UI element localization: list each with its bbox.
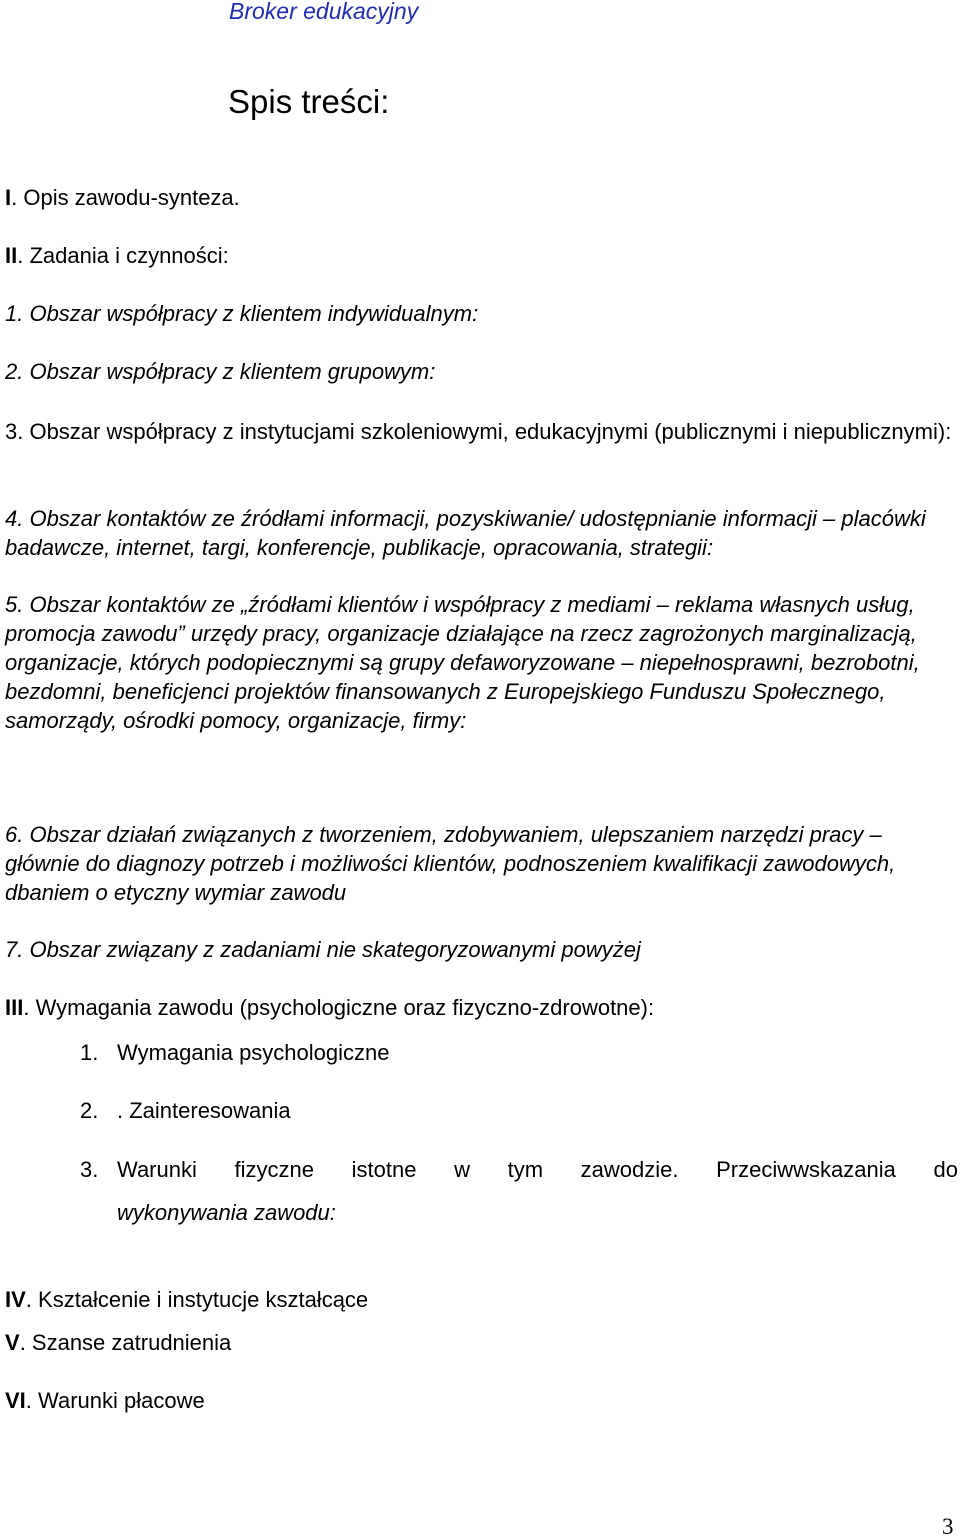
section-label: . Zadania i czynności:	[17, 243, 229, 268]
document-header: Broker edukacyjny	[229, 0, 419, 24]
section-label: . Kształcenie i instytucje kształcące	[25, 1287, 369, 1312]
section-label: . Szanse zatrudnienia	[19, 1330, 232, 1355]
requirement-item-3	[80, 1148, 958, 1234]
item-3-second-line: wykonywania zawodu:	[117, 1200, 336, 1225]
section-label: . Warunki płacowe	[25, 1388, 205, 1413]
section-ii	[5, 243, 229, 269]
area-2: 2. Obszar współpracy z klientem grupowym:	[5, 359, 436, 384]
item-label: . Zainteresowania	[117, 1098, 291, 1123]
requirement-item-1	[80, 1040, 390, 1066]
item-label: Wymagania psychologiczne	[117, 1040, 390, 1065]
item-word: Warunki	[117, 1157, 197, 1182]
item-word: do	[933, 1157, 958, 1182]
item-word: Przeciwwskazania	[716, 1157, 896, 1182]
item-word: tym	[507, 1157, 544, 1182]
section-label: . Wymagania zawodu (psychologiczne oraz fizyczno-zdrowotne):	[23, 995, 655, 1020]
toc-title: Spis treści:	[228, 83, 390, 120]
item-word: zawodzie.	[580, 1157, 679, 1182]
item-number: 1.	[80, 1040, 99, 1065]
section-label: . Opis zawodu-synteza.	[11, 185, 240, 210]
item-word: fizyczne	[234, 1157, 314, 1182]
section-numeral: VI	[5, 1388, 26, 1413]
area-3: 3. Obszar współpracy z instytucjami szkoleniowymi, edukacyjnymi (publicznymi i niepublicznymi):	[5, 419, 952, 444]
section-i	[5, 185, 240, 211]
item-label	[117, 1148, 958, 1191]
section-iv	[5, 1287, 368, 1313]
area-4: 4. Obszar kontaktów ze źródłami informacji, pozyskiwanie/ udostępnianie informacji – placówki badawcze, internet, targi, konferencje, publikacje, opracowania, strategii:	[5, 506, 926, 560]
requirement-item-2	[80, 1098, 291, 1124]
item-word: istotne	[351, 1157, 417, 1182]
area-7: 7. Obszar związany z zadaniami nie skategoryzowanymi powyżej	[5, 937, 641, 962]
section-numeral: I	[5, 185, 12, 210]
section-vi	[5, 1388, 205, 1414]
item-number: 2.	[80, 1098, 99, 1123]
section-numeral: II	[5, 243, 18, 268]
section-numeral: III	[5, 995, 24, 1020]
page-number: 3	[942, 1514, 954, 1539]
area-1: 1. Obszar współpracy z klientem indywidualnym:	[5, 301, 479, 326]
item-number: 3.	[80, 1157, 99, 1182]
section-v	[5, 1330, 231, 1356]
item-3-first-line	[80, 1148, 958, 1191]
section-numeral: IV	[5, 1287, 26, 1312]
item-word: w	[454, 1157, 470, 1182]
section-iii	[5, 995, 654, 1021]
area-5: 5. Obszar kontaktów ze „źródłami klientów i współpracy z mediami – reklama własnych usług, promocja zawodu” urzędy pracy, organizacje działające na rzecz zagrożonych marginalizacją, organizacje, których podopiecznymi są grupy defaworyzowane – niepełnosprawni, bezrobotni, bezdomni, beneficjenci projektów finansowanych z Europejskiego Funduszu Społecznego, samorządy, ośrodki pomocy, organizacje, firmy:	[5, 592, 920, 733]
area-6: 6. Obszar działań związanych z tworzeniem, zdobywaniem, ulepszaniem narzędzi pracy – głównie do diagnozy potrzeb i możliwości klientów, podnoszeniem kwalifikacji zawodowych, dbaniem o etyczny wymiar zawodu	[5, 822, 896, 905]
section-numeral: V	[5, 1330, 20, 1355]
